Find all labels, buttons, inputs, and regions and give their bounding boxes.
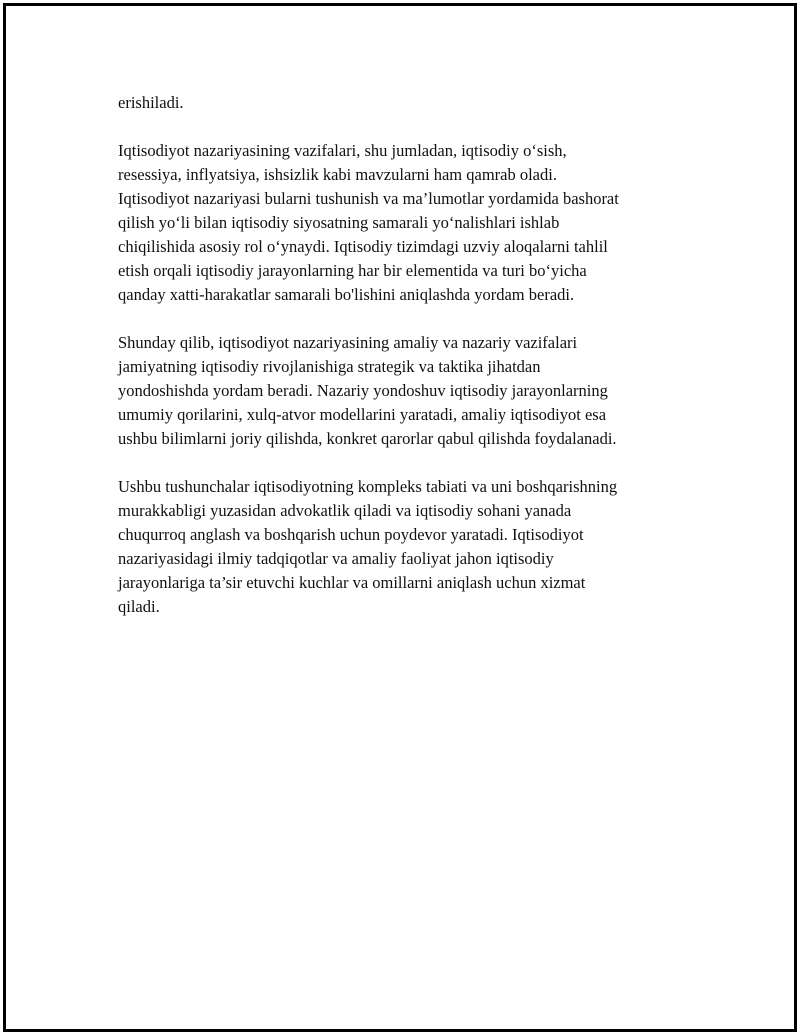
paragraph-conclusion: Ushbu tushunchalar iqtisodiyotning kompleks tabiati va uni boshqarishning murakkabligi yuzasidan advokatlik qiladi va iqtisodiy sohani yanada chuqurroq anglash va boshqarish uchun poydevor yaratadi. Iqtisodiyot nazariyasidagi ilmiy tadqiqotlar va amaliy faoliyat jahon iqtisodiy jarayonlariga ta’sir etuvchi kuchlar va omillarni aniqlash uchun xizmat qiladi. xyxy=(118,477,618,616)
paragraph-economic-theory-tasks: Iqtisodiyot nazariyasining vazifalari, shu jumladan, iqtisodiy o‘sish, resessiya, inflyatsiya, ishsizlik kabi mavzularni ham qamrab oladi. Iqtisodiyot nazariyasi bularni tushunish va ma’lumotlar yordamida bashorat qilish yo‘li bilan iqtisodiy siyosatning samarali yo‘nalishlari ishlab chiqilishida asosiy rol o‘ynaydi. Iqtisodiy tizimdagi uzviy aloqalarni tahlil etish orqali iqtisodiy jarayonlarning har bir elementida va turi bo‘yicha qanday xatti-harakatlar samarali bo'lishini aniqlashda yordam beradi. xyxy=(118,141,619,304)
paragraph-continuation: erishiladi. xyxy=(118,93,184,112)
paragraph-practical-theoretical: Shunday qilib, iqtisodiyot nazariyasining amaliy va nazariy vazifalari jamiyatning iqtisodiy rivojlanishiga strategik va taktika jihatdan yondoshishda yordam beradi. Nazariy yondoshuv iqtisodiy jarayonlarning umumiy qorilarini, xulq-atvor modellarini yaratadi, amaliy iqtisodiyot esa ushbu bilimlarni joriy qilishda, konkret qarorlar qabul qilishda foydalanadi. xyxy=(118,333,617,448)
page-content xyxy=(118,91,678,643)
